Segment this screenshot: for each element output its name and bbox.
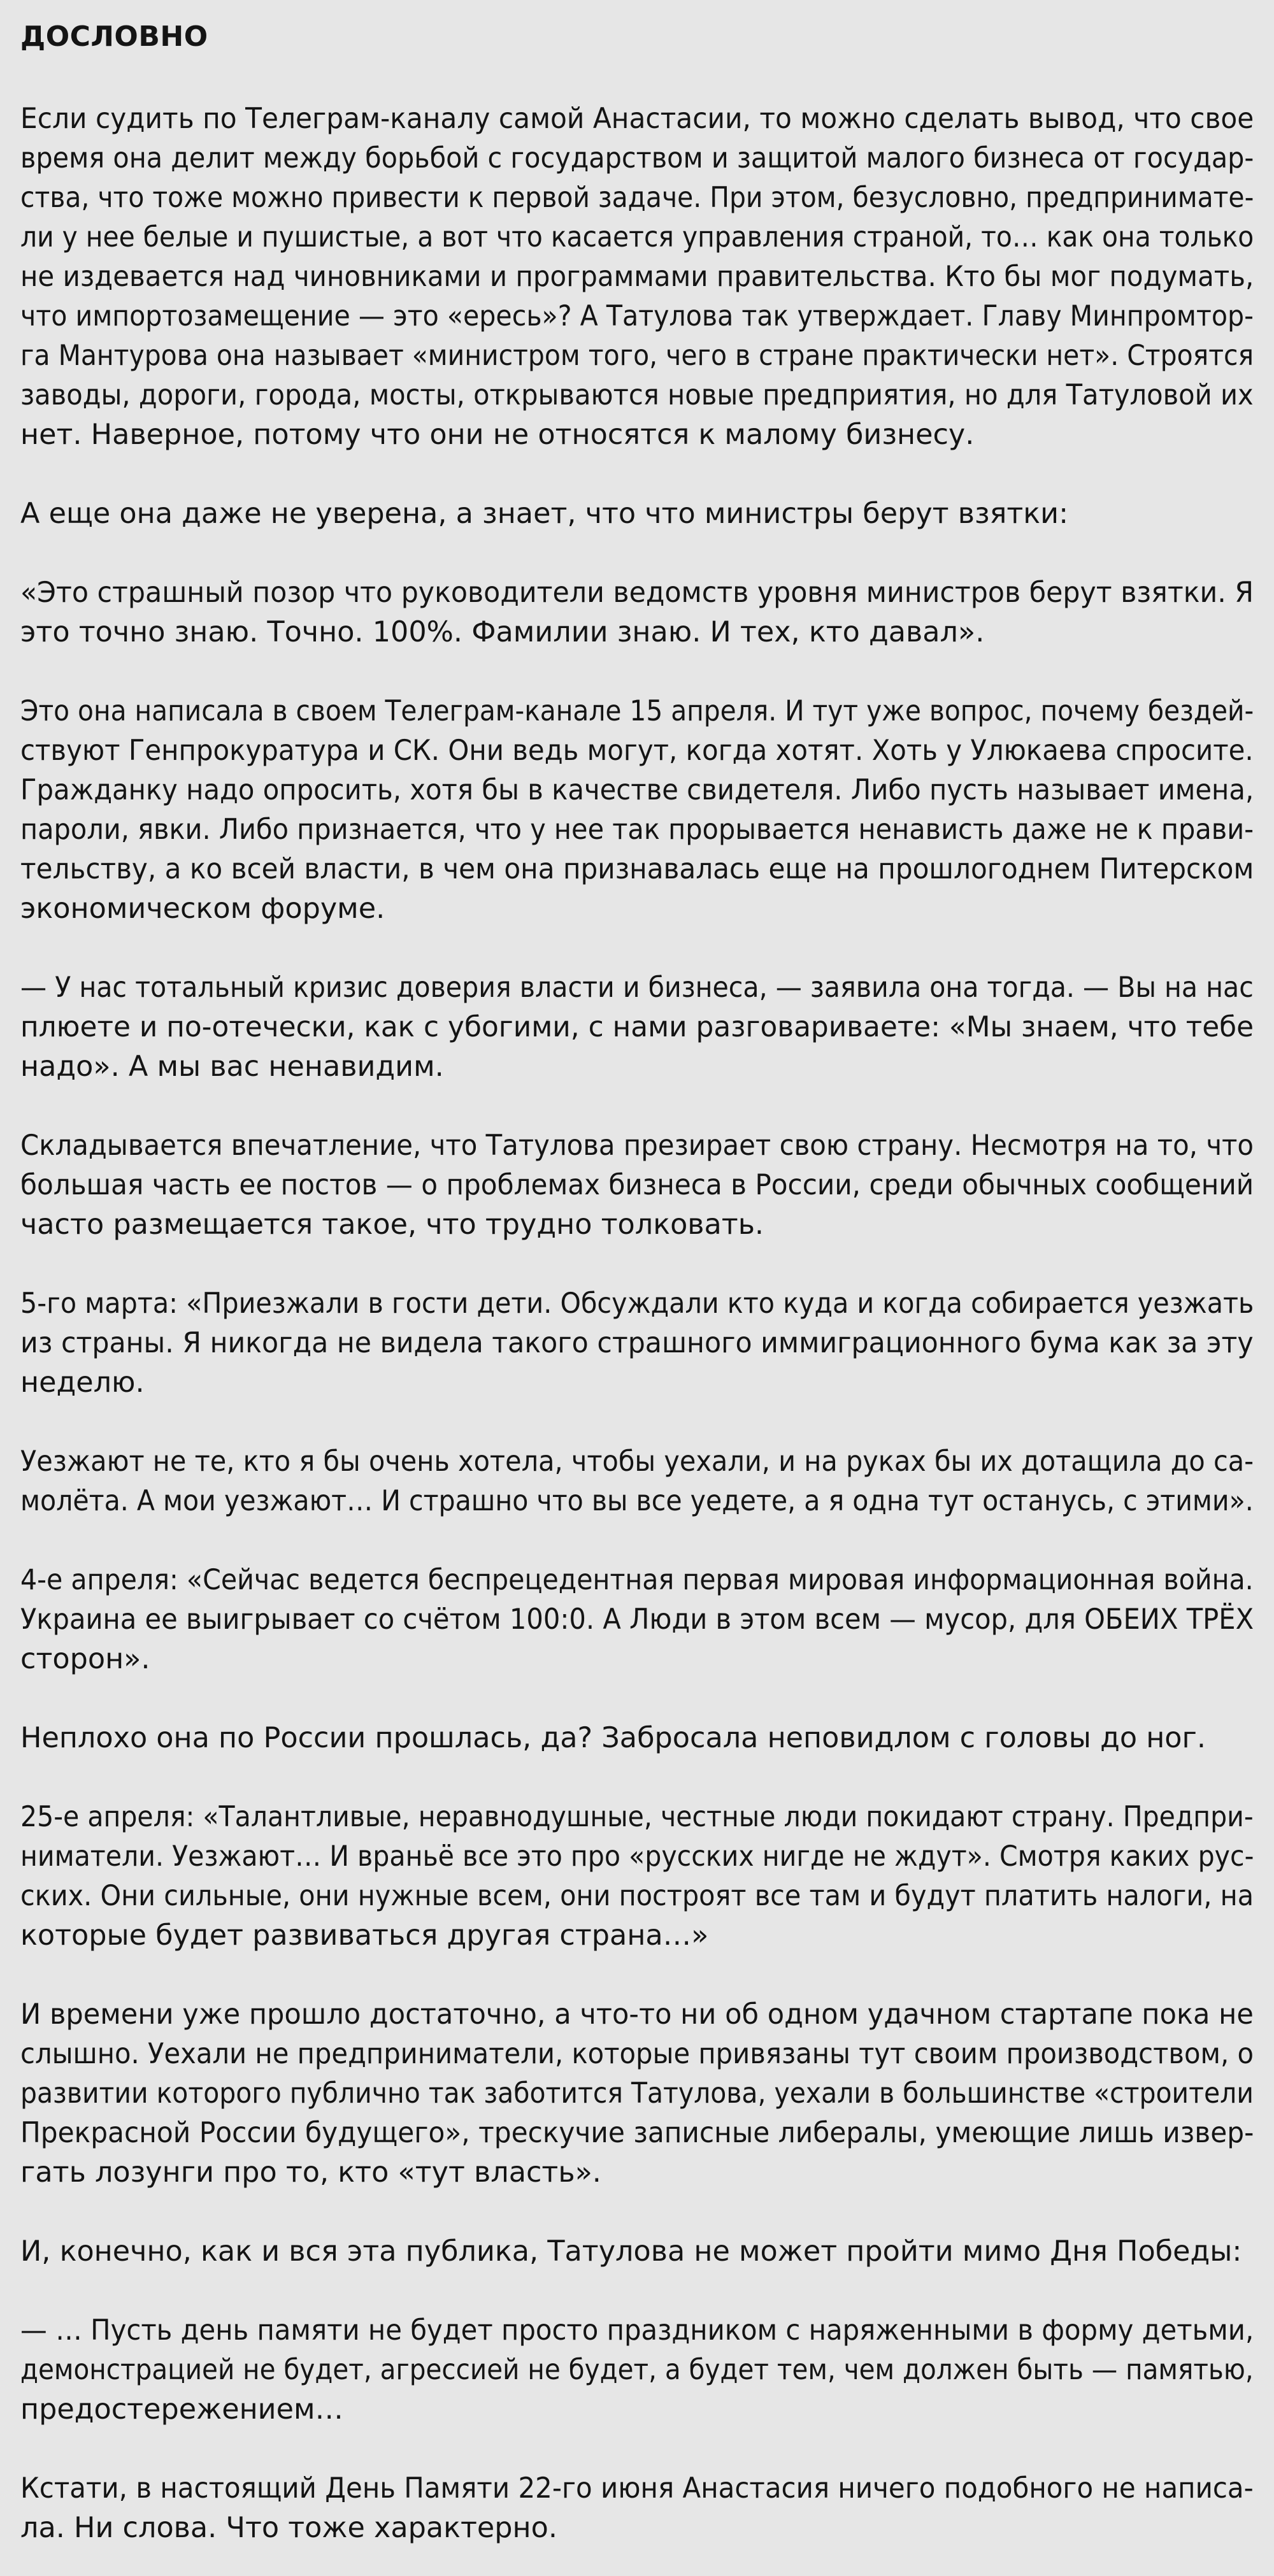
paragraph-line: ских. Они сильные, они нужные всем, они построят все там и будут платить налоги, на: [20, 1880, 1254, 1912]
paragraph-line: что импортозамещение — это «ересь»? А Татулова так утверждает. Главу Минпромтор-: [20, 300, 1254, 333]
section-heading: ДОСЛОВНО: [20, 20, 208, 53]
article-paragraph: [20, 968, 1254, 1087]
paragraph-line: нет. Наверное, потому что они не относятся к малому бизнесу.: [20, 419, 975, 451]
article-paragraph: [20, 2232, 1254, 2272]
paragraph-line: — … Пусть день памяти не будет просто праздником с наряженными в форму детьми,: [20, 2314, 1254, 2347]
article-paragraph: [20, 1561, 1254, 1679]
paragraph-line: Уезжают не те, кто я бы очень хотела, чтобы уехали, и на руках бы их дотащила до са-: [20, 1445, 1254, 1478]
paragraph-line: это точно знаю. Точно. 100%. Фамилии знаю. И тех, кто давал».: [20, 616, 985, 648]
paragraph-line: И, конечно, как и вся эта публика, Татулова не может пройти мимо Дня Победы:: [20, 2235, 1242, 2268]
article-paragraph: [20, 1284, 1254, 1403]
paragraph-line: предостережением…: [20, 2393, 344, 2426]
article-paragraph: [20, 1126, 1254, 1245]
paragraph-line: ниматели. Уезжают… И враньё все это про «русских нигде не ждут». Смотря каких рус-: [20, 1840, 1254, 1873]
paragraph-line: из страны. Я никогда не видела такого страшного иммиграционного бума как за эту: [20, 1327, 1254, 1359]
article-body: [20, 99, 1254, 2548]
paragraph-line: И времени уже прошло достаточно, а что-то ни об одном удачном стартапе пока не: [20, 1998, 1254, 2031]
article-paragraph: [20, 1995, 1254, 2193]
article-paragraph: [20, 2311, 1254, 2429]
paragraph-line: часто размещается такое, что трудно толковать.: [20, 1208, 764, 1241]
paragraph-line: молёта. А мои уезжают… И страшно что вы все уедете, а я одна тут останусь, с этими».: [20, 1485, 1254, 1517]
paragraph-line: пароли, явки. Либо признается, что у нее так прорывается ненависть даже не к прави-: [20, 813, 1254, 846]
article-paragraph: [20, 692, 1254, 929]
paragraph-line: «Это страшный позор что руководители ведомств уровня министров берут взятки. Я: [20, 576, 1254, 609]
paragraph-line: Гражданку надо опросить, хотя бы в качестве свидетеля. Либо пусть называет имена,: [20, 774, 1254, 806]
paragraph-line: А еще она даже не уверена, а знает, что что министры берут взятки:: [20, 497, 1069, 530]
article-paragraph: [20, 1442, 1254, 1521]
paragraph-line: время она делит между борьбой с государством и защитой малого бизнеса от государ-: [20, 142, 1254, 175]
paragraph-line: которые будет развиваться другая страна…»: [20, 1919, 709, 1952]
article-paragraph: [20, 573, 1254, 652]
paragraph-line: большая часть ее постов — о проблемах бизнеса в России, среди обычных сообщений: [20, 1169, 1254, 1201]
paragraph-line: ли у нее белые и пушистые, а вот что касается управления страной, то… как она только: [20, 221, 1254, 254]
paragraph-line: развитии которого публично так заботится Татулова, уехали в большинстве «строители: [20, 2077, 1254, 2110]
paragraph-line: не издевается над чиновниками и программами правительства. Кто бы мог подумать,: [20, 261, 1254, 293]
paragraph-line: Прекрасной России будущего», трескучие записные либералы, умеющие лишь извер-: [20, 2117, 1254, 2149]
paragraph-line: сторон».: [20, 1643, 150, 1675]
paragraph-line: ства, что тоже можно привести к первой задаче. При этом, безусловно, предпринимате-: [20, 182, 1254, 214]
paragraph-line: га Мантурова она называет «министром того, чего в стране практически нет». Строятся: [20, 340, 1254, 372]
paragraph-line: демонстрацией не будет, агрессией не будет, а будет тем, чем должен быть — памятью,: [20, 2354, 1254, 2386]
paragraph-line: 5-го марта: «Приезжали в гости дети. Обсуждали кто куда и когда собирается уезжать: [20, 1287, 1254, 1320]
paragraph-line: неделю.: [20, 1366, 145, 1399]
article-paragraph: [20, 1719, 1254, 1758]
paragraph-line: Это она написала в своем Телеграм-канале 15 апреля. И тут уже вопрос, почему бездей-: [20, 695, 1254, 727]
paragraph-line: гать лозунги про то, кто «тут власть».: [20, 2156, 601, 2189]
paragraph-line: надо». А мы вас ненавидим.: [20, 1050, 444, 1083]
paragraph-line: слышно. Уехали не предприниматели, которые привязаны тут своим производством, о: [20, 2038, 1254, 2070]
paragraph-line: ствуют Генпрокуратура и СК. Они ведь могут, когда хотят. Хоть у Улюкаева спросите.: [20, 734, 1254, 767]
paragraph-line: — У нас тотальный кризис доверия власти и бизнеса, — заявила она тогда. — Вы на нас: [20, 971, 1254, 1004]
paragraph-line: 25-е апреля: «Талантливые, неравнодушные, честные люди покидают страну. Предпри-: [20, 1801, 1254, 1833]
paragraph-line: плюете и по-отечески, как с убогими, с нами разговариваете: «Мы знаем, что тебе: [20, 1011, 1254, 1043]
paragraph-line: Кстати, в настоящий День Памяти 22-го июня Анастасия ничего подобного не написа-: [20, 2472, 1254, 2505]
article-paragraph: [20, 1798, 1254, 1956]
paragraph-line: заводы, дороги, города, мосты, открываются новые предприятия, но для Татуловой их: [20, 379, 1254, 411]
paragraph-line: Складывается впечатление, что Татулова презирает свою страну. Несмотря на то, что: [20, 1129, 1254, 1162]
article-paragraph: [20, 2469, 1254, 2548]
article-paragraph: [20, 99, 1254, 455]
paragraph-line: Неплохо она по России прошлась, да? Забросала неповидлом с головы до ног.: [20, 1722, 1206, 1754]
paragraph-line: Украина ее выигрывает со счётом 100:0. А Люди в этом всем — мусор, для ОБЕИХ ТРЁХ: [20, 1603, 1254, 1636]
article-paragraph: [20, 494, 1254, 534]
paragraph-line: тельству, а ко всей власти, в чем она признавалась еще на прошлогоднем Питерском: [20, 853, 1254, 885]
paragraph-line: ла. Ни слова. Что тоже характерно.: [20, 2512, 558, 2544]
paragraph-line: 4-е апреля: «Сейчас ведется беспрецедентная первая мировая информационная война.: [20, 1564, 1254, 1596]
paragraph-line: Если судить по Телеграм-каналу самой Анастасии, то можно сделать вывод, что свое: [20, 103, 1254, 135]
paragraph-line: экономическом форуме.: [20, 892, 385, 925]
